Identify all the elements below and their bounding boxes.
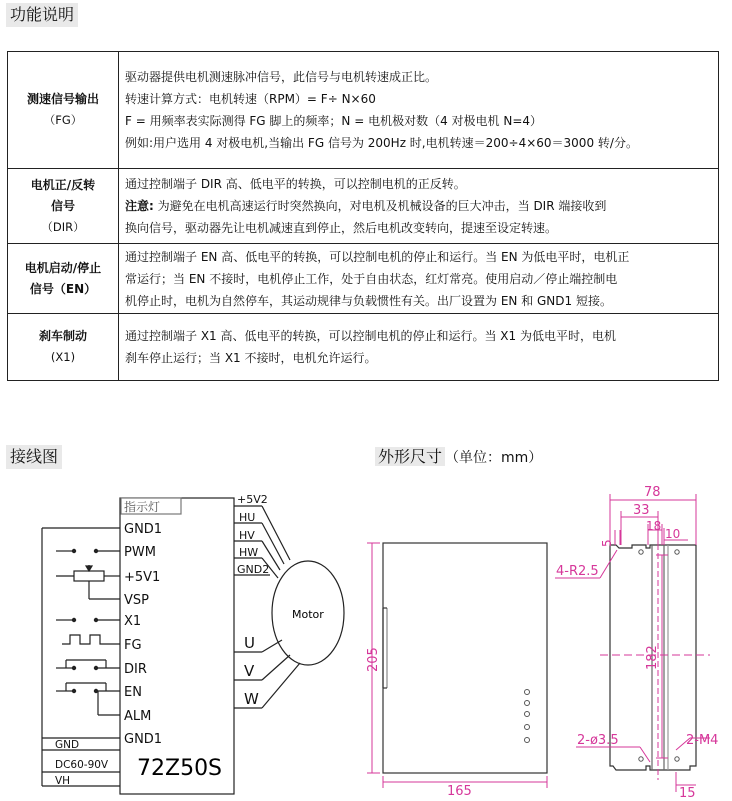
pin-hw: HW — [239, 546, 259, 559]
dimensions-title-text: 外形尺寸 — [375, 447, 445, 466]
section-title-function: 功能说明 — [6, 3, 78, 27]
function-description — [119, 52, 719, 169]
function-row — [8, 244, 719, 314]
function-description — [119, 314, 719, 381]
dim-hole-pitch: 182 — [645, 645, 660, 670]
power-voltage: DC60-90V — [55, 759, 109, 771]
dim-hole-diameter: 2-ø3.5 — [577, 733, 619, 748]
pin-x1: X1 — [124, 614, 142, 629]
function-label-line: 信号 — [50, 198, 75, 213]
dim-18: 18 — [646, 519, 662, 533]
dim-thread: 2-M4 — [686, 733, 719, 748]
description-line: F = 用频率表实际测得 FG 脚上的频率；N = 电机极对数（4 对极电机 N=4） — [125, 114, 543, 128]
description-line: 通过控制端子 X1 高、低电平的转换，可以控制电机的停止和运行。当 X1 为低电平时，电机 — [125, 329, 616, 343]
function-label-line: 信号（EN） — [29, 281, 97, 296]
dim-10: 10 — [665, 527, 681, 541]
pin-hu: HU — [239, 511, 256, 524]
pin-en: EN — [124, 685, 142, 700]
function-label-sub: （DIR） — [41, 219, 85, 234]
function-label-line: 测速信号输出 — [26, 92, 99, 106]
pin-dir: DIR — [124, 662, 147, 677]
pin-5v1: +5V1 — [124, 570, 161, 585]
function-label-line: 电机正/反转 — [30, 177, 96, 192]
function-table — [7, 51, 719, 381]
section-title-dimensions — [375, 445, 542, 470]
description-line: 通过控制端子 DIR 高、低电平的转换，可以控制电机的正反转。 — [125, 177, 466, 191]
function-row — [8, 314, 719, 381]
function-label-line: 刹车制动 — [38, 329, 87, 343]
description-line: 换向信号，驱动器先让电机减速直到停止，然后电机改变转向，提速至设定转速。 — [125, 221, 558, 235]
description-line: 机停止时，电机为自然停车，其运动规律与负载惯性有关。出厂设置为 EN 和 GND1 短接。 — [125, 293, 612, 308]
dim-15: 15 — [679, 786, 696, 801]
description-line: 转速计算方式：电机转速（RPM）= F÷ N×60 — [125, 92, 376, 106]
function-label-sub: （FG） — [43, 113, 83, 127]
dim-width: 78 — [644, 485, 661, 500]
pin-v: V — [244, 662, 255, 680]
motor-label: Motor — [292, 608, 324, 621]
function-description — [119, 169, 719, 244]
description-line: 刹车停止运行；当 X1 不接时，电机允许运行。 — [125, 351, 377, 365]
pin-5v2: +5V2 — [237, 493, 268, 506]
pin-hv: HV — [239, 529, 255, 542]
description-line: 注意: 为避免在电机高速运行时突然换向，对电机及机械设备的巨大冲击，当 DIR 端接收到 — [125, 199, 607, 213]
pin-vsp: VSP — [124, 593, 149, 608]
pin-gnd1-bottom: GND1 — [124, 732, 163, 747]
description-line: 例如:用户选用 4 对极电机,当输出 FG 信号为 200Hz 时,电机转速＝200÷4×60＝3000 转/分。 — [125, 136, 638, 150]
pin-fg: FG — [124, 638, 142, 653]
dim-33: 33 — [633, 503, 650, 518]
dim-corner: 4-R2.5 — [556, 564, 599, 579]
pin-pwm: PWM — [124, 545, 156, 560]
dimensions-unit: （单位：mm） — [445, 450, 543, 466]
function-label — [8, 169, 119, 244]
function-label-line: 电机启动/停止 — [24, 260, 102, 275]
power-gnd: GND — [55, 739, 80, 751]
note-prefix: 注意: — [125, 199, 154, 213]
description-line: 驱动器提供电机测速脉冲信号，此信号与电机转速成正比。 — [125, 70, 438, 84]
indicator-label: 指示灯 — [124, 500, 161, 514]
function-label — [8, 314, 119, 381]
description-line: 通过控制端子 EN 高、低电平的转换，可以控制电机的停止和运行。当 EN 为低电平时，电机正 — [125, 249, 630, 264]
dim-depth: 165 — [447, 784, 472, 799]
function-description — [119, 244, 719, 314]
pin-w: W — [244, 690, 259, 708]
dim-5: 5 — [600, 539, 614, 547]
pin-alm: ALM — [124, 709, 152, 724]
dim-height: 205 — [366, 647, 381, 672]
pin-gnd1-top: GND1 — [124, 522, 163, 537]
pin-u: U — [244, 634, 255, 652]
function-row — [8, 169, 719, 244]
model-label: 72Z50S — [137, 756, 223, 781]
front-outline — [383, 543, 547, 773]
function-row — [8, 52, 719, 169]
dimension-drawing — [350, 480, 732, 801]
wiring-diagram — [0, 488, 360, 801]
function-label-sub: (X1) — [50, 350, 76, 364]
section-title-wiring: 接线图 — [6, 445, 62, 469]
description-line: 常运行；当 EN 不接时，电机停止工作，处于自由状态，红灯常亮。使用启动／停止端控制电 — [125, 271, 618, 286]
power-vh: VH — [55, 775, 71, 787]
function-label — [8, 244, 119, 314]
function-label — [8, 52, 119, 169]
pin-gnd2: GND2 — [237, 563, 270, 576]
